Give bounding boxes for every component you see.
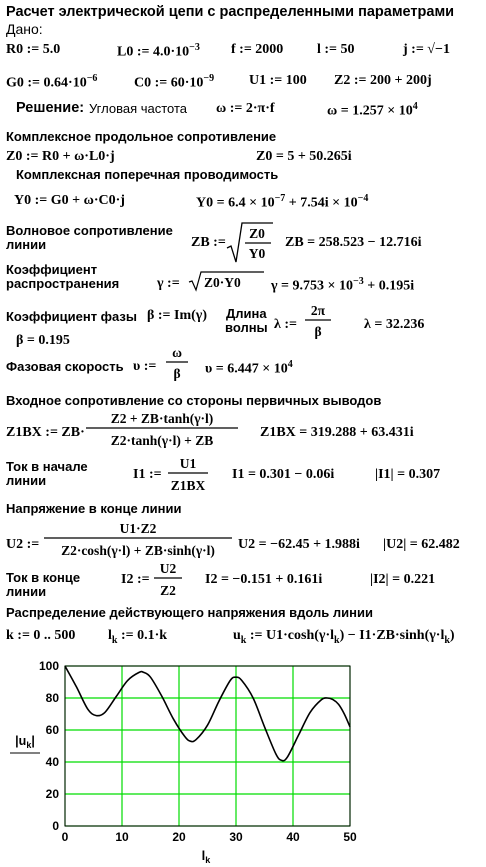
solution-label: Решение: (16, 100, 85, 116)
beta-def: β := Im(γ) (147, 308, 207, 323)
k-range: k := 0 .. 500 (6, 628, 76, 643)
y0-heading: Комплексная поперечная проводимость (16, 167, 279, 182)
given-label: Дано: (6, 21, 43, 37)
zb-lhs: ZB := (191, 235, 226, 250)
u2-heading: Напряжение в конце линии (6, 501, 182, 516)
z1bx-heading: Входное сопротивление со стороны первичных выводов (6, 393, 382, 408)
upsilon-lhs: υ := (133, 359, 157, 374)
i2-lhs: I2 := (121, 572, 150, 587)
upsilon-fraction (164, 343, 190, 383)
y-tick-label: 20 (45, 787, 59, 801)
chart-ticks (39, 659, 357, 844)
svg-text:Z1BX: Z1BX (170, 478, 206, 493)
z1bx-value: Z1BX = 319.288 + 63.431i (260, 425, 414, 440)
omega-value: $\omega = 1.257 \times 10^4$ (327, 101, 418, 119)
u2-lhs: U2 := (6, 537, 40, 552)
svg-text:U2: U2 (159, 561, 177, 576)
param-f: f := 2000 (231, 42, 284, 57)
z0-value: Z0 = 5 + 50.265i (256, 149, 352, 164)
gamma-label: Коэффициент распространения (6, 262, 120, 291)
svg-text:U1·Z2: U1·Z2 (119, 521, 157, 536)
zb-value: ZB = 258.523 − 12.716i (285, 235, 422, 250)
voltage-distribution-chart (0, 650, 486, 867)
u2-value: U2 = −62.45 + 1.988i (238, 537, 360, 552)
y-tick-label: 0 (52, 819, 59, 833)
i1-value: I1 = 0.301 − 0.06i (232, 467, 335, 482)
i1-lhs: I1 := (133, 467, 162, 482)
param-l: l := 50 (317, 42, 355, 57)
lambda-value: λ = 32.236 (364, 317, 425, 332)
z0-heading: Комплексное продольное сопротивление (6, 129, 277, 144)
z1bx-lhs: Z1BX := ZB· (6, 425, 85, 440)
svg-text:2π: 2π (310, 303, 326, 318)
chart-grid (65, 666, 350, 826)
svg-text:ω: ω (172, 345, 182, 360)
lk-def: $l_k$ := 0.1·k (108, 628, 168, 646)
svg-text:Z2: Z2 (160, 583, 176, 598)
y-tick-label: 60 (45, 723, 59, 737)
x-tick-label: 50 (343, 830, 357, 844)
distribution-heading: Распределение действующего напряжения вдоль линии (6, 605, 373, 620)
param-z2: Z2 := 200 + 200j (334, 73, 432, 88)
y-tick-label: 40 (45, 755, 59, 769)
omega-def: ω := 2·π·f (216, 101, 275, 116)
y-axis-label: $|u_k|$ (15, 734, 35, 750)
i1-label: Ток в начале линии (6, 459, 88, 488)
x-axis-label: $l_k$ (201, 848, 211, 865)
lambda-lhs: λ := (274, 317, 298, 332)
y-tick-label: 100 (38, 659, 59, 673)
x-tick-label: 10 (115, 830, 129, 844)
x-tick-label: 40 (286, 830, 300, 844)
i1-fraction (166, 453, 210, 495)
zb-label: Волновое сопротивление линии (6, 223, 173, 252)
param-l0: L0 := $4.0\cdot 10^{-3}$ (117, 42, 200, 60)
svg-text:Z2 + ZB·tanh(γ·l): Z2 + ZB·tanh(γ·l) (110, 411, 214, 426)
upsilon-value: $\upsilon = 6.447 \times 10^4$ (205, 359, 293, 377)
z0-def: Z0 := R0 + ω·L0·j (6, 149, 115, 164)
svg-text:Z0·Y0: Z0·Y0 (204, 275, 241, 290)
phase-velocity-label: Фазовая скорость (6, 359, 124, 374)
u2-fraction (42, 518, 234, 560)
param-g0: G0 := $0.64\cdot 10^{-6}$ (6, 73, 98, 91)
z1bx-fraction (84, 408, 240, 450)
svg-text:β: β (173, 366, 181, 381)
y0-value: $Y0 = 6.4 \times 10^{-7} + 7.54i \times 10^{-4}$ (196, 193, 369, 211)
param-u1: U1 := 100 (249, 73, 307, 88)
beta-label: Коэффициент фазы (6, 309, 137, 324)
param-j: j := √−1 (403, 42, 450, 57)
i2-magnitude: |I2| = 0.221 (370, 572, 436, 587)
i2-fraction (152, 558, 184, 600)
page-title: Расчет электрической цепи с распределенными параметрами (6, 4, 455, 20)
plot-frame (65, 666, 350, 826)
gamma-value: $\gamma = 9.753 \times 10^{-3} + 0.195i$ (271, 276, 415, 294)
x-tick-label: 20 (172, 830, 186, 844)
gamma-sqrt-expression (188, 270, 266, 292)
i2-value: I2 = −0.151 + 0.161i (205, 572, 323, 587)
u2-magnitude: |U2| = 62.482 (383, 537, 460, 552)
param-c0: C0 := $60\cdot 10^{-9}$ (134, 73, 215, 91)
x-tick-label: 0 (61, 830, 69, 844)
beta-value: β = 0.195 (16, 333, 70, 348)
svg-text:U1: U1 (179, 456, 197, 471)
y0-def: Y0 := G0 + ω·C0·j (14, 193, 125, 208)
svg-text:Y0: Y0 (248, 246, 266, 261)
svg-text:Z2·tanh(γ·l) + ZB: Z2·tanh(γ·l) + ZB (110, 433, 214, 448)
svg-text:β: β (314, 324, 322, 339)
wavelength-label: Длина волны (225, 306, 268, 335)
i2-label: Ток в конце линии (6, 570, 81, 599)
uk-def: $u_k$ := $U1\cdot\cosh(\gamma\cdot l_k) - I1\cdot ZB\cdot\sinh(\gamma\cdot l_k)$ (233, 628, 455, 646)
omega-label: Угловая частота (89, 101, 188, 116)
param-r0: R0 := 5.0 (6, 42, 61, 57)
gamma-lhs: γ := (157, 276, 180, 291)
zb-sqrt-expression (226, 220, 274, 266)
x-tick-label: 30 (229, 830, 243, 844)
series-line-uk (65, 666, 350, 761)
lambda-fraction (303, 301, 333, 341)
y-tick-label: 80 (45, 691, 59, 705)
svg-text:Z2·cosh(γ·l) + ZB·sinh(γ·l): Z2·cosh(γ·l) + ZB·sinh(γ·l) (61, 543, 215, 558)
i1-magnitude: |I1| = 0.307 (375, 467, 441, 482)
svg-text:Z0: Z0 (249, 226, 265, 241)
